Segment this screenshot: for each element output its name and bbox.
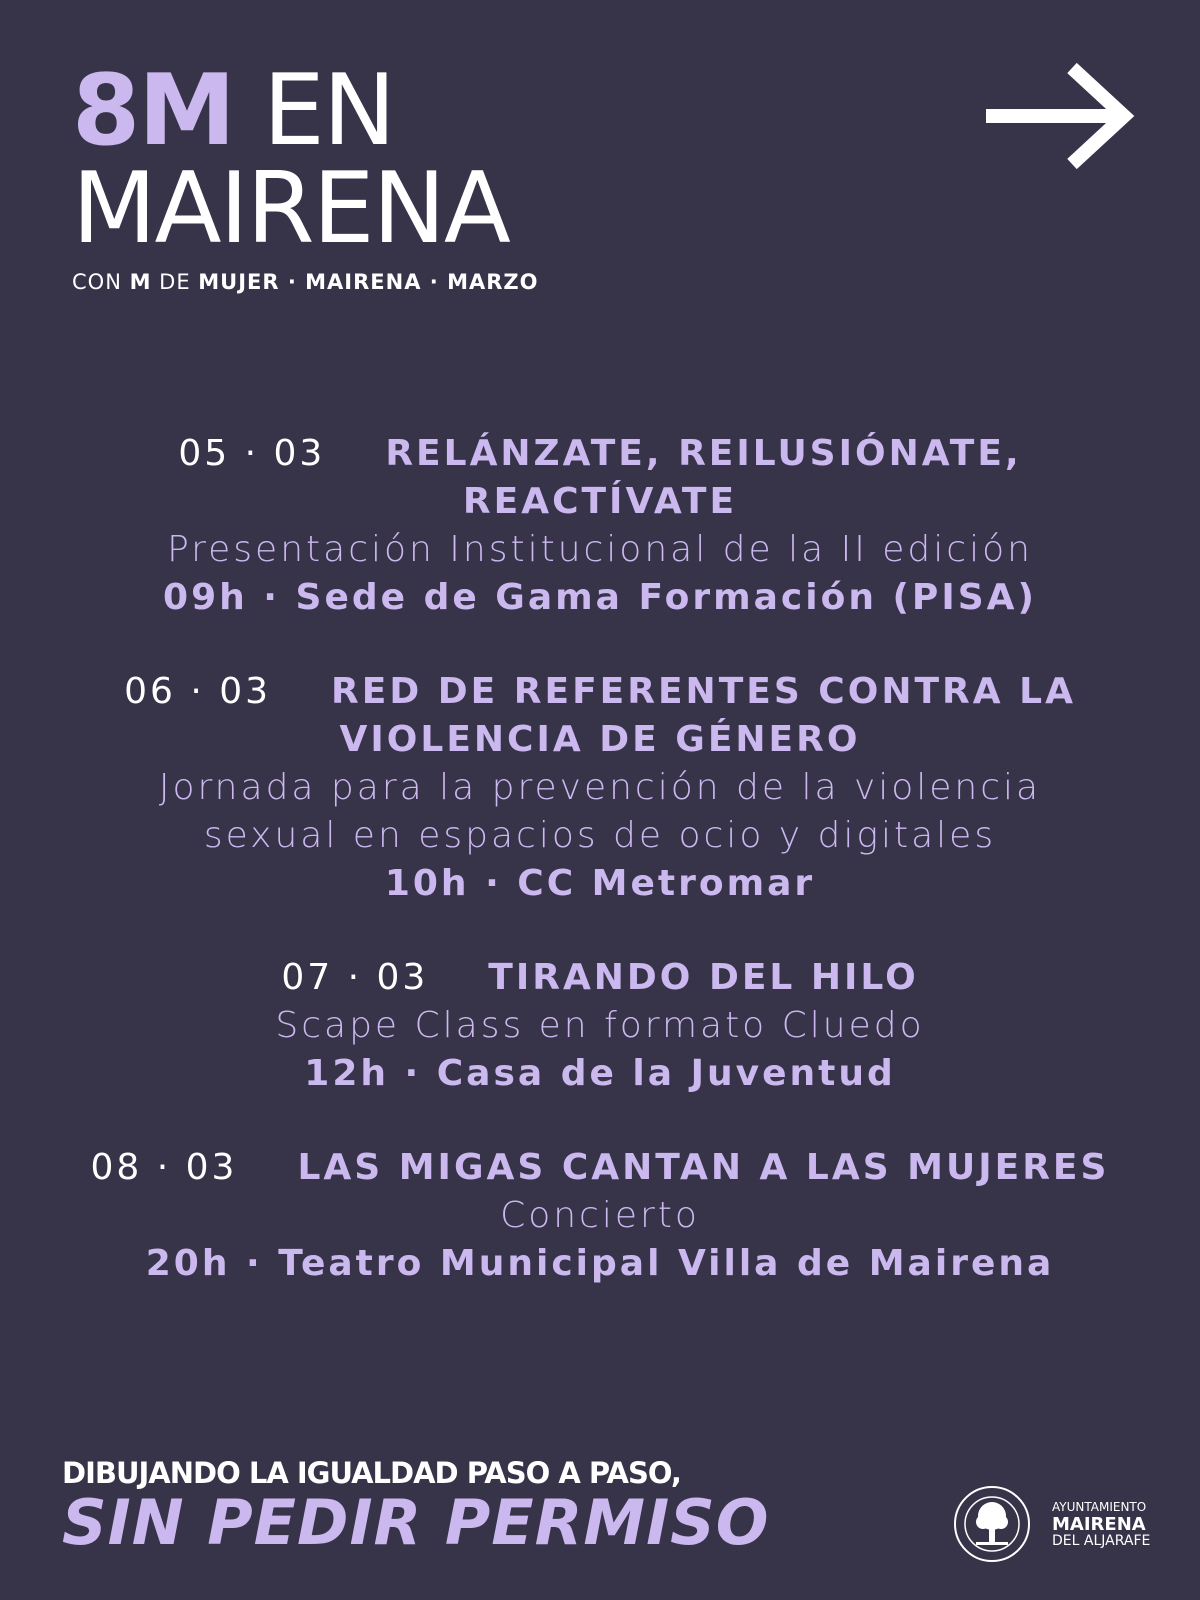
tagline-part4: MUJER · MAIRENA · MARZO	[198, 270, 539, 294]
event-item	[0, 954, 1200, 1098]
event-date: 07 · 03	[281, 957, 429, 998]
org-line3: DEL ALJARAFE	[1052, 1532, 1151, 1549]
title-highlight: 8M	[72, 54, 234, 168]
event-item	[0, 668, 1200, 908]
events-list	[0, 430, 1200, 1334]
org-line1: AYUNTAMIENTO	[1052, 1499, 1147, 1514]
page-title	[72, 54, 538, 168]
event-title: TIRANDO DEL HILO	[488, 957, 919, 998]
slogan-line1: DIBUJANDO LA IGUALDAD PASO A PASO,	[62, 1456, 681, 1490]
header	[72, 54, 539, 294]
event-item	[0, 430, 1200, 622]
slogan-line2: SIN PEDIR PERMISO	[62, 1486, 770, 1559]
event-title: RELÁNZATE, REILUSIÓNATE,	[385, 433, 1022, 474]
organization-logo	[952, 1484, 1150, 1564]
event-date: 08 · 03	[90, 1147, 238, 1188]
tagline-m: M	[129, 270, 152, 294]
event-title: LAS MIGAS CANTAN A LAS MUJERES	[297, 1147, 1110, 1188]
event-title: RED DE REFERENTES CONTRA LA	[331, 671, 1076, 712]
event-time-place: 20h · Teatro Municipal Villa de Mairena	[145, 1243, 1055, 1284]
event-date: 05 · 03	[178, 433, 326, 474]
tagline	[72, 270, 538, 294]
event-description: Scape Class en formato Cluedo	[275, 1005, 925, 1046]
event-time-place: 12h · Casa de la Juventud	[304, 1053, 896, 1094]
title-line2: MAIRENA	[72, 152, 509, 266]
event-title-cont: VIOLENCIA DE GÉNERO	[339, 719, 861, 760]
arrow-right-icon[interactable]	[982, 60, 1144, 172]
event-description: Jornada para la prevención de la violencia	[158, 767, 1042, 808]
tagline-part3: DE	[151, 270, 199, 294]
org-line2: MAIRENA	[1052, 1513, 1146, 1535]
event-item	[0, 1144, 1200, 1288]
title-rest: EN	[262, 54, 395, 168]
event-title-cont: REACTÍVATE	[462, 481, 738, 522]
event-time-place: 09h · Sede de Gama Formación (PISA)	[163, 577, 1037, 618]
organization-name	[1052, 1499, 1150, 1550]
event-description: Concierto	[500, 1195, 700, 1236]
event-time-place: 10h · CC Metromar	[384, 863, 816, 904]
slogan	[62, 1456, 770, 1559]
event-date: 06 · 03	[124, 671, 272, 712]
event-description: sexual en espacios de ocio y digitales	[203, 815, 997, 856]
municipal-seal-icon	[952, 1484, 1032, 1564]
event-description: Presentación Institucional de la II edición	[167, 529, 1033, 570]
tagline-part1: CON	[72, 270, 130, 294]
